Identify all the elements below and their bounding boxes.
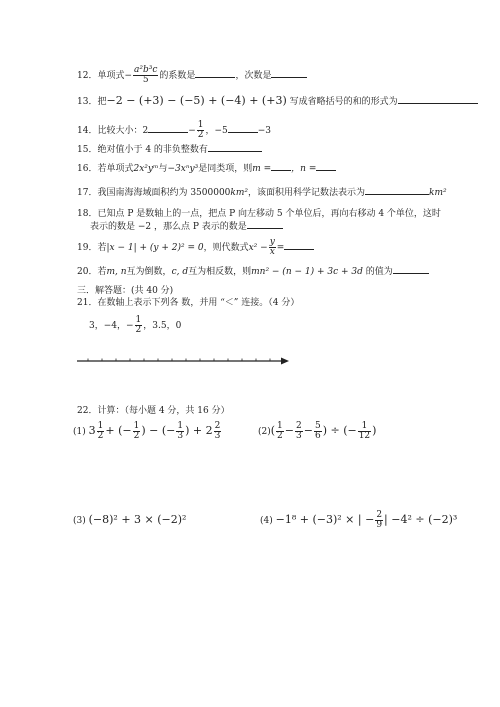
question-17: 17．我国南海海域面积约为 3500000km²，该面积用科学记数法表示为 km² bbox=[77, 188, 447, 198]
answer-blank[interactable] bbox=[365, 186, 429, 195]
answer-blank[interactable] bbox=[195, 69, 235, 78]
answer-blank[interactable] bbox=[271, 162, 291, 171]
answer-blank[interactable] bbox=[208, 143, 262, 152]
question-12: 12．单项式− $\frac{\text{a²b³c}}{5}$ 的系数是 ，次数是 bbox=[77, 66, 307, 85]
question-18: 18．已知点 P 是数轴上的一点，把点 P 向左移动 5 个单位后，再向右移动 4 个单位，这时 bbox=[77, 209, 441, 219]
arrow-icon bbox=[281, 358, 289, 365]
answer-blank[interactable] bbox=[393, 265, 429, 274]
answer-blank[interactable] bbox=[316, 162, 336, 171]
question-14: 14．比较大小：2 − $\frac{1}{2}$ ，−5 −3 bbox=[77, 120, 272, 140]
question-20: 20．若m, n互为倒数，c, d互为相反数，则mn² − (n − 1) + 3c + 3d 的值为 bbox=[77, 265, 429, 278]
section-3-heading: 三．解答题：(共 40 分) bbox=[77, 286, 174, 296]
question-22: 22．计算：（每小题 4 分，共 16 分） bbox=[77, 406, 230, 416]
question-21: 21．在数轴上表示下列各 数，并用 “＜” 连接。（4 分） bbox=[77, 298, 300, 308]
answer-blank[interactable] bbox=[284, 241, 314, 250]
question-18-line2: 表示的数是 −2 ，那么点 P 表示的数是 bbox=[90, 220, 283, 233]
q12-number: 12 bbox=[77, 71, 89, 81]
answer-blank[interactable] bbox=[398, 95, 478, 104]
answer-blank[interactable] bbox=[247, 220, 283, 229]
question-13: 13．把−2 − (+3) − (−5) + (−4) + (+3) 写成省略括号的和的形式为 bbox=[77, 95, 478, 108]
problem-22-3: (3) (−8)² + 3 × (−2)² bbox=[73, 513, 187, 526]
question-21-values: 3，−4，− $\frac{1}{2}$ ，3.5，0 bbox=[89, 315, 182, 335]
answer-blank[interactable] bbox=[271, 69, 307, 78]
answer-blank[interactable] bbox=[148, 124, 188, 133]
number-line[interactable] bbox=[75, 355, 293, 369]
question-16: 16．若单项式2x²yᵐ与−3xⁿy³是同类项，则m = ，n = bbox=[77, 162, 336, 175]
problem-22-4: (4) −1⁸ + (−3)² × | − $\frac{2}{9}$ | −4² ÷ (−2)³ bbox=[260, 510, 458, 530]
question-19: 19．若|x − 1| + (y + 2)² = 0，则代数式x² − $\frac{y}{x}$ = bbox=[77, 238, 314, 257]
question-15: 15．绝对值小于 4 的非负整数有 bbox=[77, 143, 262, 156]
answer-blank[interactable] bbox=[228, 124, 258, 133]
problem-22-1: (1) 3 $\frac{1}{2}$ + (− $\frac{1}{2}$ ) − (− $\frac{1}{3}$ ) + 2 $\frac{2}{3}$ bbox=[73, 421, 221, 441]
problem-22-2: (2)( $\frac{1}{2}$ − $\frac{2}{3}$ − $\frac{5}{6}$ ) ÷ (− $\frac{1}{12}$ ) bbox=[258, 421, 377, 441]
